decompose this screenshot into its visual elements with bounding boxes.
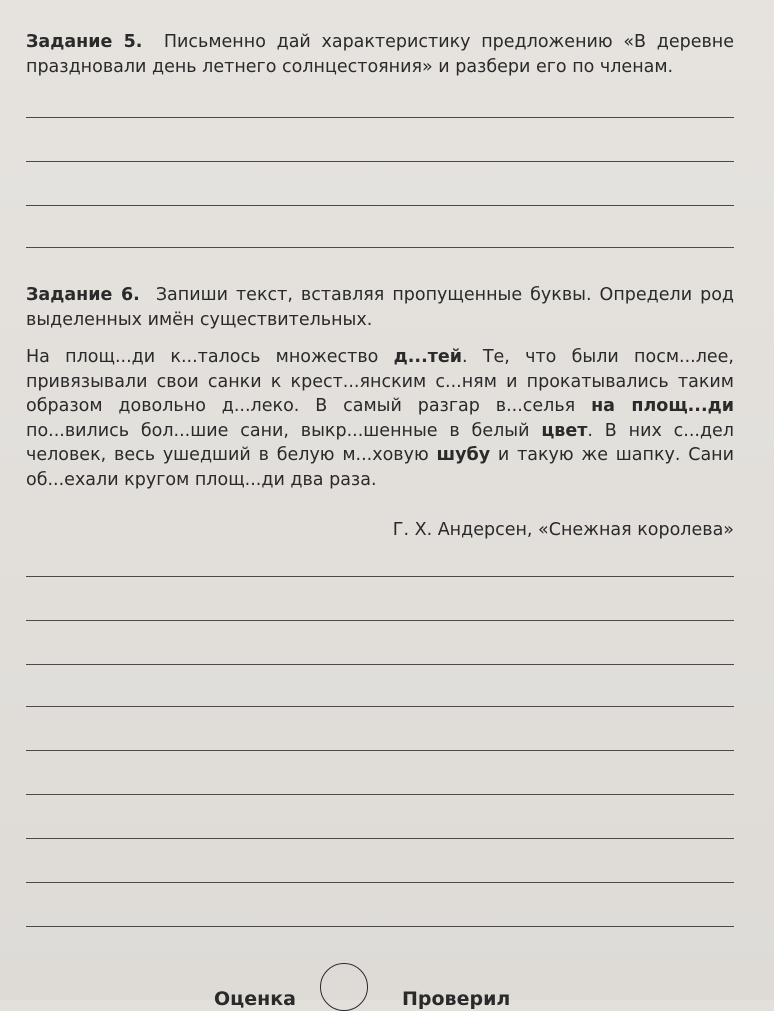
answer-line <box>26 706 734 707</box>
answer-line <box>26 117 734 118</box>
footer <box>0 963 774 1010</box>
task-5 <box>26 30 734 80</box>
task-5-label: Задание 5. <box>26 32 143 52</box>
task-6-label: Задание 6. <box>26 285 140 305</box>
task-6-text: Запиши текст, вставляя пропущенные буквы. Определи род выделенных имён существительных. <box>26 285 734 330</box>
passage-text: . Те, что были посм...лее, привязывали свои санки к крест...янским с...ням и прокатывались таким образом довольно д...леко. В самый разгар в...селья <box>26 347 734 417</box>
highlighted-noun: на площ...ди <box>591 396 735 417</box>
answer-line <box>26 664 734 665</box>
answer-line <box>26 926 734 927</box>
passage-text: и такую же шапку. Сани об...ехали кругом площ...ди два раза. <box>26 445 734 490</box>
passage-text: На площ...ди к...талось множество <box>26 347 394 367</box>
answer-line <box>26 882 734 883</box>
checked-label: Проверил <box>402 988 511 1010</box>
answer-line <box>26 620 734 621</box>
passage-text: . В них с...дел человек, весь ушедший в белую м...ховую <box>26 420 734 466</box>
highlighted-noun: цвет <box>541 420 588 441</box>
exercise-passage <box>26 345 734 493</box>
answer-line <box>26 161 734 162</box>
answer-line <box>26 576 734 577</box>
task-6 <box>26 283 734 333</box>
highlighted-noun: д...тей <box>393 347 462 367</box>
answer-line <box>26 247 734 248</box>
answer-line <box>26 750 734 751</box>
highlighted-noun: шубу <box>436 445 491 466</box>
passage-text: по...вились бол...шие сани, выкр...шенные в белый <box>26 420 542 441</box>
grade-label: Оценка <box>214 988 296 1010</box>
attribution: Г. Х. Андерсен, «Снежная королева» <box>392 520 734 540</box>
grade-circle <box>320 963 368 1011</box>
answer-line <box>26 838 734 839</box>
answer-line <box>26 205 734 206</box>
answer-line <box>26 794 734 795</box>
task-5-text: Письменно дай характеристику предложению «В деревне праздновали день летнего солнцестояния» и разбери его по членам. <box>26 32 734 77</box>
